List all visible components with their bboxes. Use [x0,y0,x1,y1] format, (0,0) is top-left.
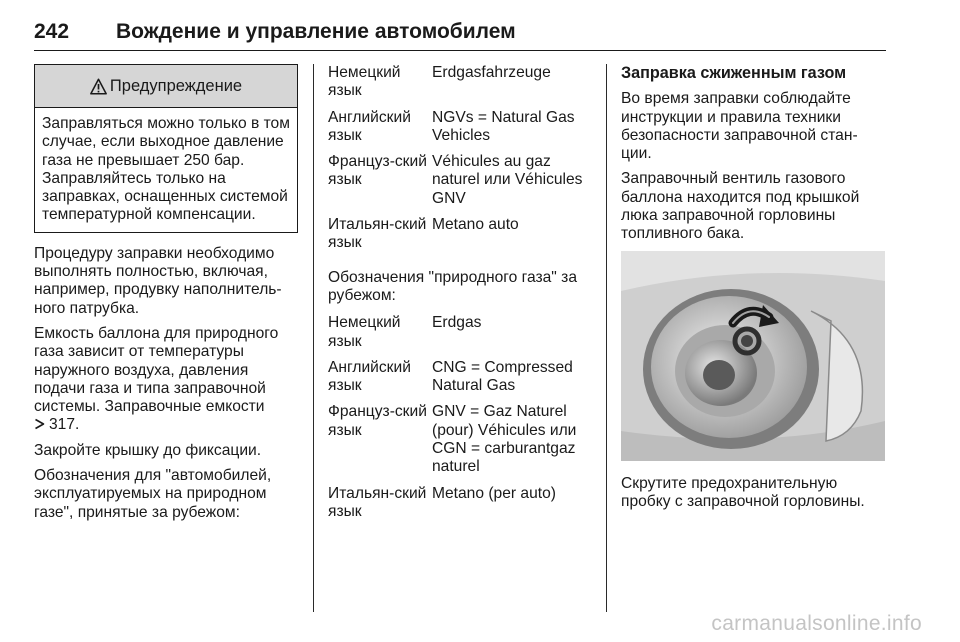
arrow-reference-icon[interactable] [34,418,45,430]
column-divider-right [606,64,607,612]
middle-column [328,64,590,529]
paragraph-capacity [34,325,298,435]
paragraph-valve-location: Заправочный вентиль газового баллона находится под крышкой люка заправочной горловины топливного бака. [621,170,860,243]
watermark: carmanualsonline.info [711,612,922,635]
table-row [328,314,590,351]
left-column [34,64,298,529]
paragraph-vehicle-designations: Обозначения для "автомобилей, эксплуатируемых на природном газе", принятые за рубежом: [34,467,272,521]
reference-page[interactable]: 317. [49,416,80,434]
table-row [328,403,590,476]
table-row [328,109,590,146]
table-row [328,153,590,208]
designation-cell: Véhicules au gaz naturel или Véhicules GNV [432,153,583,207]
table-row [328,64,590,101]
language-cell: Француз-ский язык [328,153,427,189]
designation-cell: NGVs = Natural Gas Vehicles [432,108,575,144]
fuel-filler-cap-icon [621,251,885,461]
language-cell: Немецкий язык [328,314,401,350]
vehicle-designations-table [328,64,590,253]
language-cell: Итальян-ский язык [328,216,427,252]
designation-cell: Erdgasfahrzeuge [432,64,551,81]
language-cell: Итальян-ский язык [328,484,427,520]
paragraph-close-cap: Закройте крышку до фиксации. [34,441,262,459]
paragraph-safety: Во время заправки соблюдайте инструкции и правила техники безопасности заправочной стан-ции. [621,90,858,163]
section-title: Заправка сжиженным газом [621,64,847,82]
table-row [328,485,590,522]
right-column [621,64,886,518]
page-header [34,8,886,51]
warning-triangle-icon [90,78,107,95]
designation-cell: Metano auto [432,216,519,234]
designation-cell: Erdgas [432,314,482,332]
designation-cell: Metano (per auto) [432,484,556,502]
column-divider-left [313,64,314,612]
gas-designations-table [328,314,590,521]
warning-text: Заправляться можно только в том случае, если выходное давление газа не превышает 250 бар. Заправляйтесь только на заправках, оснащенных системой температурной компенсации. [42,115,290,224]
warning-title: Предупреждение [109,76,243,95]
page-number: 242 [34,20,70,43]
table-row [328,359,590,396]
paragraph-procedure: Процедуру заправки необходимо выполнять полностью, включая, например, продувку наполнитель-ного патрубка. [34,244,282,317]
illustration-caption: Скрутите предохранительную пробку с заправочной горловины. [621,474,865,510]
paragraph-capacity-text: Емкость баллона для природного газа зависит от температуры наружного воздуха, давления подачи газа и типа заправочной системы. Заправочные емкости [34,324,279,416]
language-cell: Немецкий язык [328,64,401,100]
language-cell: Английский язык [328,358,411,395]
language-cell: Английский язык [328,108,411,144]
designation-cell: GNV = Gaz Naturel (pour) Véhicules или CGN = carburantgaz naturel [432,403,577,476]
paragraph-gas-designations: Обозначения "природного газа" за рубежом: [328,268,577,304]
chapter-title: Вождение и управление автомобилем [116,20,516,43]
warning-box [34,64,298,233]
designation-cell: CNG = Compressed Natural Gas [432,358,573,395]
warning-header [35,65,297,108]
table-row [328,216,590,253]
language-cell: Француз-ский язык [328,403,427,439]
fuel-filler-illustration [621,251,885,461]
